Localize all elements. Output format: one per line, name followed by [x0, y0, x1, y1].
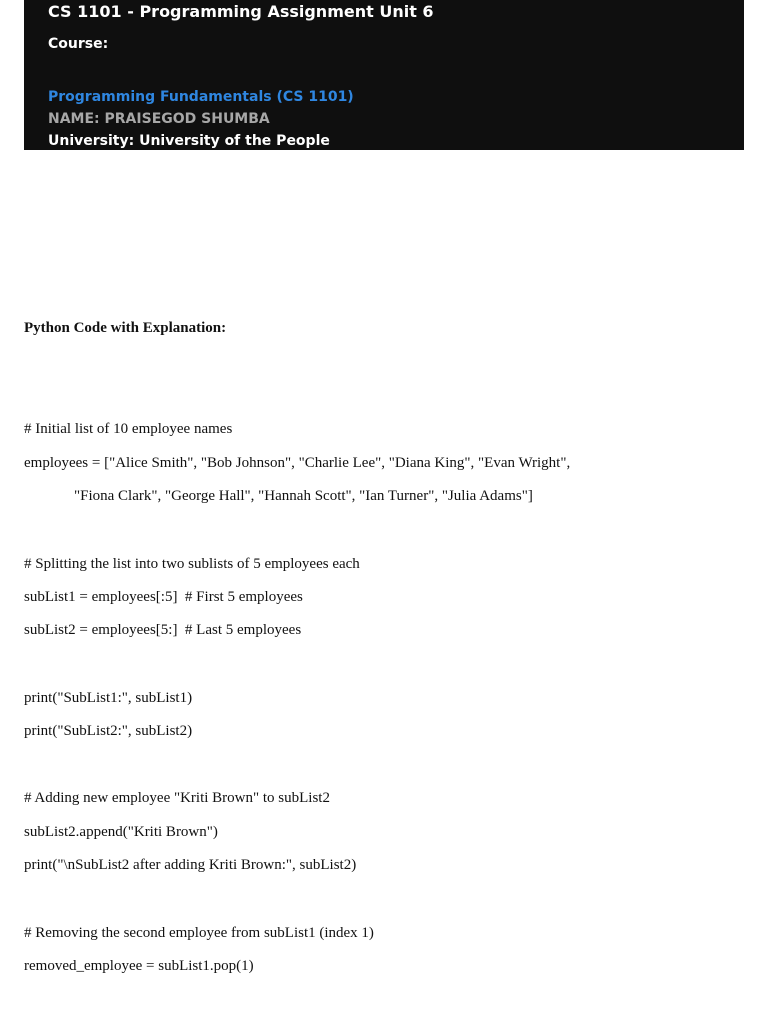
- code-line-sublist1: subList1 = employees[:5] # First 5 employees: [24, 589, 303, 605]
- code-line-print-sublist2: print("SubList2:", subList2): [24, 723, 193, 739]
- header-block: [24, 0, 744, 150]
- code-line-employees-start: employees = ["Alice Smith", "Bob Johnson", "Charlie Lee", "Diana King", "Evan Wright",: [24, 455, 571, 471]
- course-label: Course:: [48, 36, 109, 52]
- university-line: University: University of the People: [48, 133, 330, 149]
- code-comment-adding: # Adding new employee "Kriti Brown" to subList2: [24, 790, 330, 806]
- code-line-employees-continued: "Fiona Clark", "George Hall", "Hannah Scott", "Ian Turner", "Julia Adams"]: [74, 488, 533, 504]
- course-name: Programming Fundamentals (CS 1101): [48, 89, 354, 105]
- code-line-append: subList2.append("Kriti Brown"): [24, 824, 218, 840]
- document-title: CS 1101 - Programming Assignment Unit 6: [48, 2, 434, 21]
- section-heading: Python Code with Explanation:: [24, 320, 227, 336]
- student-name: NAME: PRAISEGOD SHUMBA: [48, 111, 270, 127]
- code-comment-splitting: # Splitting the list into two sublists of 5 employees each: [24, 556, 360, 572]
- code-line-print-after-adding: print("\nSubList2 after adding Kriti Brown:", subList2): [24, 857, 357, 873]
- code-line-sublist2: subList2 = employees[5:] # Last 5 employees: [24, 622, 302, 638]
- code-line-pop: removed_employee = subList1.pop(1): [24, 958, 254, 974]
- code-line-print-sublist1: print("SubList1:", subList1): [24, 690, 193, 706]
- code-comment-removing: # Removing the second employee from subList1 (index 1): [24, 925, 374, 941]
- code-comment-initial-list: # Initial list of 10 employee names: [24, 421, 233, 437]
